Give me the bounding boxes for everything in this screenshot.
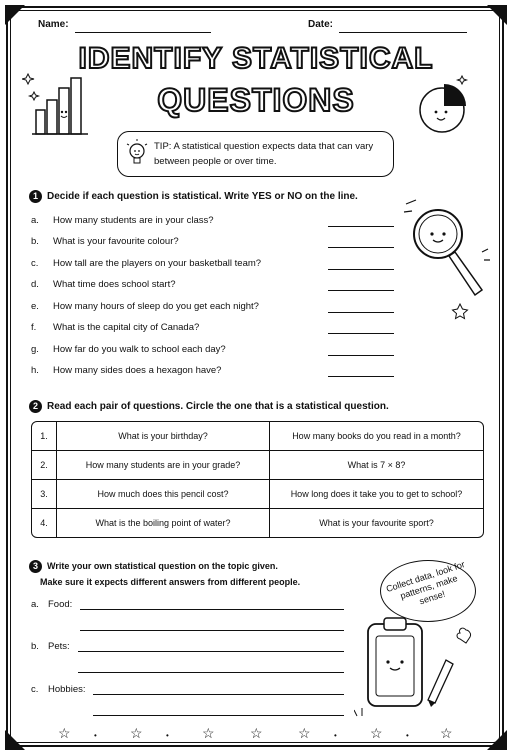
answer-line[interactable] (328, 376, 394, 377)
question-letter: a. (31, 215, 39, 226)
question-text: How far do you walk to school each day? (53, 344, 226, 355)
page-title-line1: IDENTIFY STATISTICAL (78, 42, 434, 75)
dot-icon: • (406, 731, 409, 740)
tip-box (117, 131, 394, 177)
answer-line[interactable] (93, 715, 344, 716)
star-icon: ☆ (58, 725, 71, 741)
answer-line[interactable] (328, 355, 394, 356)
table-row (32, 422, 483, 451)
pair-option-right[interactable]: What is 7 × 8? (270, 451, 483, 480)
answer-line[interactable] (78, 651, 344, 652)
question-pairs-table (31, 421, 484, 538)
row-number: 2. (32, 451, 57, 480)
answer-line[interactable] (328, 247, 394, 248)
row-number: 3. (32, 480, 57, 509)
star-icon: ☆ (298, 725, 311, 741)
pair-option-left[interactable]: What is the boiling point of water? (57, 509, 270, 537)
question-text: What is the capital city of Canada? (53, 322, 200, 333)
topic-letter: c. (31, 684, 39, 695)
bar-chart-icon (22, 64, 102, 142)
star-icon: ☆ (202, 725, 215, 741)
answer-line[interactable] (328, 269, 394, 270)
date-field[interactable] (339, 32, 467, 33)
speech-bubble-text: Collect data, look for patterns, make sense! (384, 559, 466, 607)
answer-line[interactable] (93, 694, 344, 695)
pair-option-left[interactable]: How much does this pencil cost? (57, 480, 270, 509)
topic-letter: b. (31, 641, 39, 652)
name-field[interactable] (75, 32, 211, 33)
topic-label: Pets: (48, 641, 70, 652)
corner-ornament-icon (3, 728, 27, 752)
answer-line[interactable] (328, 226, 394, 227)
corner-ornament-icon (485, 728, 509, 752)
dot-icon: • (94, 731, 97, 740)
question-letter: g. (31, 344, 39, 355)
date-label: Date: (308, 19, 334, 30)
magnifying-glass-icon (400, 196, 496, 324)
answer-line[interactable] (328, 333, 394, 334)
section2-instruction: Read each pair of questions. Circle the one that is a statistical question. (47, 401, 389, 412)
corner-ornament-icon (485, 3, 509, 27)
question-text: How many sides does a hexagon have? (53, 365, 222, 376)
pair-option-right[interactable]: How long does it take you to get to school? (270, 480, 483, 509)
star-icon: ☆ (440, 725, 453, 741)
star-icon: ☆ (370, 725, 383, 741)
pair-option-left[interactable]: How many students are in your grade? (57, 451, 270, 480)
page-title-line2: QUESTIONS (157, 82, 355, 118)
table-row (32, 480, 483, 509)
table-row (32, 509, 483, 537)
section1-instruction: Decide if each question is statistical. Write YES or NO on the line. (47, 191, 358, 202)
question-letter: f. (31, 322, 37, 333)
pair-option-right[interactable]: What is your favourite sport? (319, 518, 434, 528)
question-letter: h. (31, 365, 39, 376)
question-letter: d. (31, 279, 39, 290)
question-text: How tall are the players on your basketball team? (53, 258, 262, 269)
question-text: What is your favourite colour? (53, 236, 179, 247)
question-letter: b. (31, 236, 39, 247)
pair-option-left[interactable]: What is your birthday? (57, 422, 270, 451)
topic-label: Food: (48, 599, 73, 610)
answer-line[interactable] (80, 609, 344, 610)
section3-instruction-line2: Make sure it expects different answers from different people. (40, 577, 301, 587)
star-icon: ☆ (250, 725, 263, 741)
question-letter: e. (31, 301, 39, 312)
corner-ornament-icon (3, 3, 27, 27)
answer-line[interactable] (78, 672, 344, 673)
answer-line[interactable] (80, 630, 344, 631)
table-row (32, 451, 483, 480)
question-letter: c. (31, 258, 39, 269)
star-icon: ☆ (130, 725, 143, 741)
question-text: What time does school start? (53, 279, 176, 290)
section3-instruction-line1: Write your own statistical question on the topic given. (47, 561, 278, 571)
name-label: Name: (38, 19, 69, 30)
section-number-badge: 2 (29, 400, 42, 413)
question-text: How many students are in your class? (53, 215, 214, 226)
lightbulb-icon (125, 139, 149, 169)
question-text: How many hours of sleep do you get each night? (53, 301, 259, 312)
tip-text: TIP: A statistical question expects data that can vary between people or over time. (154, 141, 374, 167)
pair-option-right[interactable]: How many books do you read in a month? (270, 422, 483, 451)
section-number-badge: 3 (29, 560, 42, 573)
row-number: 1. (32, 422, 57, 451)
pie-chart-icon (410, 72, 480, 138)
topic-letter: a. (31, 599, 39, 610)
dot-icon: • (166, 731, 169, 740)
clipboard-icon (354, 610, 474, 720)
dot-icon: • (334, 731, 337, 740)
answer-line[interactable] (328, 312, 394, 313)
answer-line[interactable] (328, 290, 394, 291)
topic-label: Hobbies: (48, 684, 86, 695)
row-number: 4. (32, 509, 57, 537)
section-number-badge: 1 (29, 190, 42, 203)
